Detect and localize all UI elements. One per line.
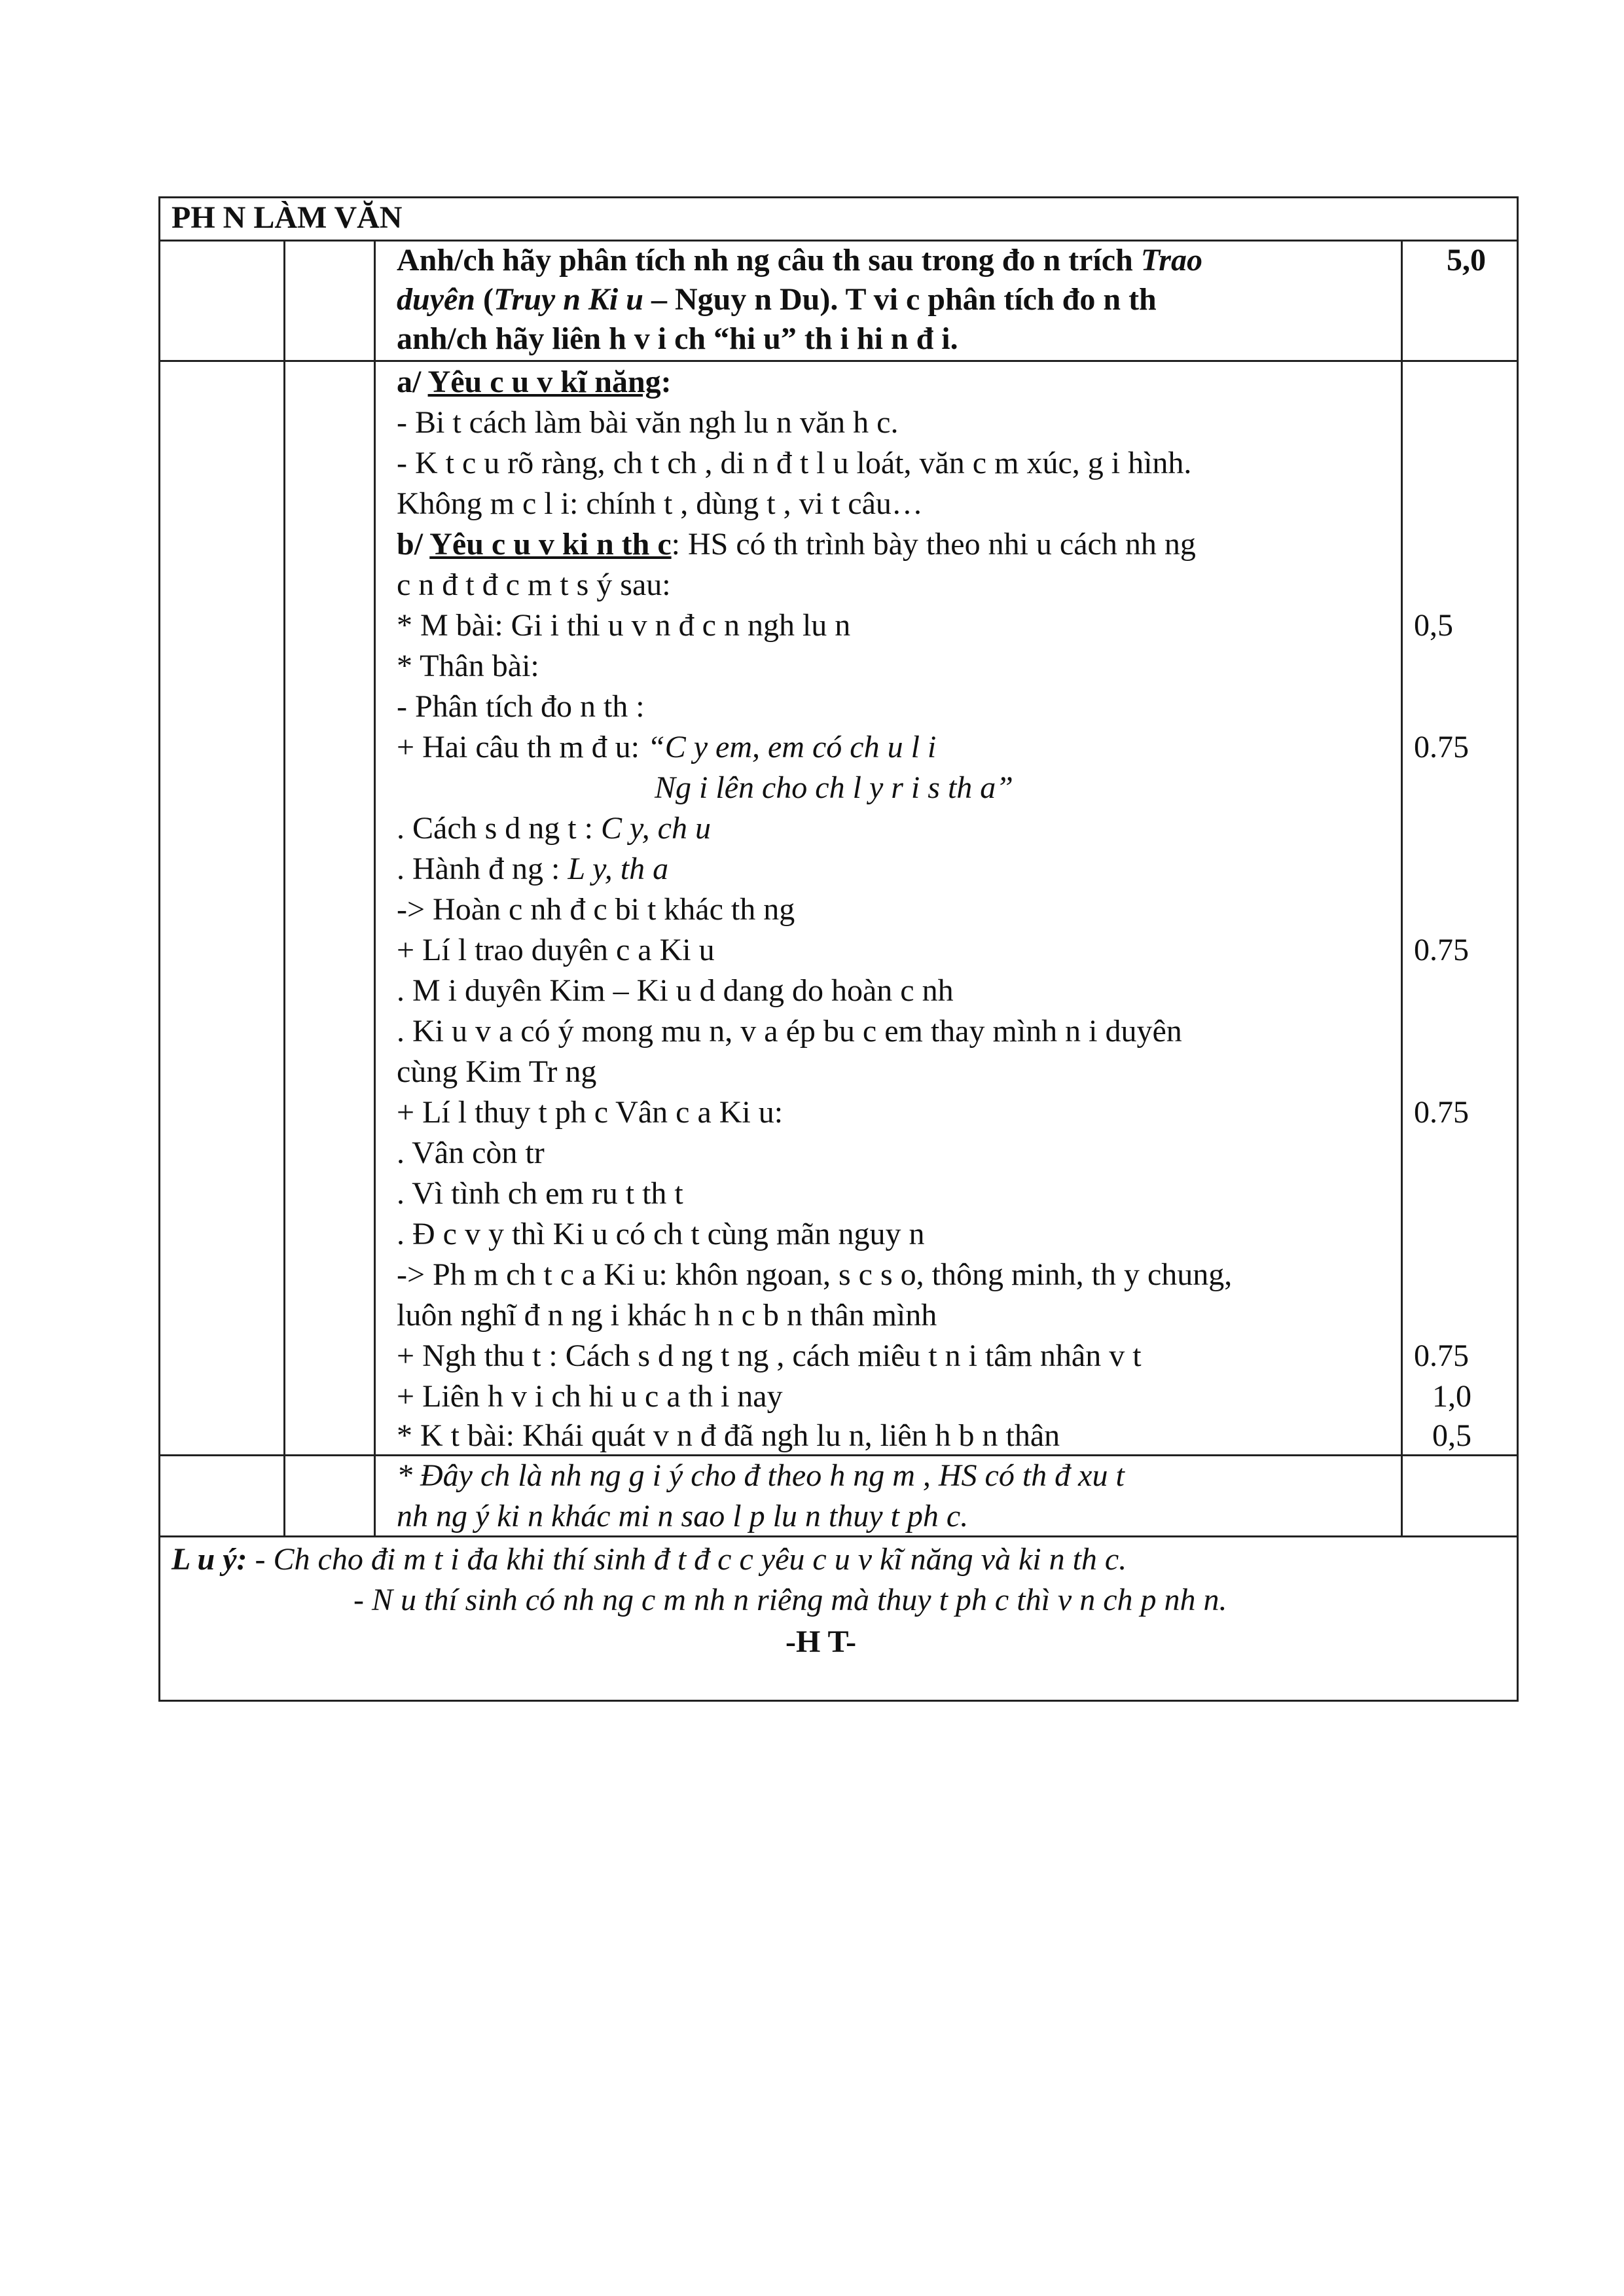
question-text-1a: Anh/ch hãy phân tích nh ng câu th sau trong đo n trích xyxy=(397,243,1141,278)
question-divider xyxy=(158,360,1519,362)
hai-cau-label: + Hai câu th m đ u: xyxy=(397,730,647,764)
pham-chat-1: -> Ph m ch t c a Ki u: khôn ngoan, s c s o, thông minh, th y chung, xyxy=(397,1257,1233,1292)
knowledge-heading xyxy=(397,524,1196,565)
nghe-thuat: + Ngh thu t : Cách s d ng t ng , cách miêu t n i tâm nhân v t xyxy=(397,1338,1142,1373)
knowledge-line-2: c n đ t đ c m t s ý sau: xyxy=(397,567,671,602)
note-line-1 xyxy=(397,1456,1125,1496)
knowledge-title: Yêu c u v ki n th c xyxy=(429,527,672,562)
score-hai-cau: 0.75 xyxy=(1414,730,1469,764)
question-line-3: anh/ch hãy liên h v i ch “hi u” th i hi n đ i. xyxy=(397,321,958,356)
li-le-trao-duyen: + Lí l trao duyên c a Ki u xyxy=(397,933,715,967)
question-text-2d: – Nguy n Du). T vi c phân tích đo n th xyxy=(643,282,1157,317)
than-bai: * Thân bài: xyxy=(397,649,539,683)
hai-cau-tho xyxy=(397,727,936,768)
note-text-1: * Đây ch là nh ng g i ý cho đ theo h ng m , HS có th đ xu t xyxy=(397,1458,1125,1493)
question-text-2c: Truy n Ki u xyxy=(493,282,643,317)
hoan-canh: -> Hoàn c nh đ c bi t khác th ng xyxy=(397,892,795,927)
end-mark: -H T- xyxy=(785,1624,857,1659)
phan-tich: - Phân tích đo n th : xyxy=(397,689,645,724)
cach-su-dung-label: . Cách s d ng t : xyxy=(397,811,601,846)
question-text-1b: Trao xyxy=(1140,243,1202,278)
cach-su-dung xyxy=(397,808,711,849)
score-li-le-2: 0.75 xyxy=(1414,1095,1469,1130)
question-score: 5,0 xyxy=(1447,243,1486,278)
hanh-dong-words: L y, th a xyxy=(568,852,669,886)
skills-title: Yêu c u v kĩ năng xyxy=(427,365,661,399)
moi-duyen: . M i duyên Kim – Ki u d dang do hoàn c nh xyxy=(397,973,954,1008)
col-line-3 xyxy=(1401,240,1403,1535)
col-line-2 xyxy=(374,240,376,1535)
hanh-dong xyxy=(397,849,668,889)
skills-heading xyxy=(397,362,672,403)
vi-tinh: . Vì tình ch em ru t th t xyxy=(397,1176,683,1211)
footer-line-2: - N u thí sinh có nh ng c m nh n riêng mà thuy t ph c thì v n ch p nh n. xyxy=(353,1583,1227,1617)
pham-chat-2: luôn nghĩ đ n ng i khác h n c b n thân mình xyxy=(397,1298,937,1333)
col-line-1 xyxy=(283,240,285,1535)
cach-su-dung-words: C y, ch u xyxy=(600,811,711,846)
hanh-dong-label: . Hành đ ng : xyxy=(397,852,568,886)
knowledge-rest: : HS có th trình bày theo nhi u cách nh ng xyxy=(671,527,1196,562)
note-line-2: nh ng ý ki n khác mi n sao l p lu n thuy t ph c. xyxy=(397,1499,969,1534)
section-title: PH N LÀM VĂN xyxy=(171,200,403,235)
van-con-tre: . Vân còn tr xyxy=(397,1136,545,1170)
kieu-vua-2: cùng Kim Tr ng xyxy=(397,1054,597,1089)
score-ket-bai: 0,5 xyxy=(1432,1418,1471,1453)
score-li-le-1: 0.75 xyxy=(1414,933,1469,967)
question-line-2 xyxy=(397,279,1157,320)
lien-he: + Liên h v i ch hi u c a th i nay xyxy=(397,1379,783,1414)
hai-cau-quote-1: “C y em, em có ch u l i xyxy=(647,730,937,764)
skills-line-2: - K t c u rõ ràng, ch t ch , di n đ t l u loát, văn c m xúc, g i hình. xyxy=(397,446,1192,480)
de-cv: . Đ c v y thì Ki u có ch t cùng mãn nguy n xyxy=(397,1217,925,1251)
skills-line-3: Không m c l i: chính t , dùng t , vi t câu… xyxy=(397,486,923,521)
question-line-1 xyxy=(397,240,1202,281)
kieu-vua-1: . Ki u v a có ý mong mu n, v a ép bu c em thay mình n i duyên xyxy=(397,1014,1182,1049)
question-text-2a: duyên xyxy=(397,282,475,317)
footer-line-1 xyxy=(171,1539,1127,1580)
knowledge-prefix: b/ xyxy=(397,527,430,562)
skills-colon: : xyxy=(660,365,672,399)
question-text-2b: ( xyxy=(475,282,494,317)
score-nghe-thuat: 0.75 xyxy=(1414,1338,1469,1373)
li-le-thuyet-phuc: + Lí l thuy t ph c Vân c a Ki u: xyxy=(397,1095,784,1130)
ket-bai: * K t bài: Khái quát v n đ đã ngh lu n, liên h b n thân xyxy=(397,1418,1060,1453)
score-lien-he: 1,0 xyxy=(1432,1379,1471,1414)
hai-cau-quote-2: Ng i lên cho ch l y r i s th a” xyxy=(655,770,1013,805)
mo-bai: * M bài: Gi i thi u v n đ c n ngh lu n xyxy=(397,608,851,643)
skills-prefix: a/ xyxy=(397,365,428,399)
skills-line-1: - Bi t cách làm bài văn ngh lu n văn h c. xyxy=(397,405,899,440)
footer-label: L u ý: xyxy=(171,1542,247,1577)
footer-text-1: - Ch cho đi m t i đa khi thí sinh đ t đ c c yêu c u v kĩ năng và ki n th c. xyxy=(247,1542,1127,1577)
score-mo-bai: 0,5 xyxy=(1414,608,1453,643)
